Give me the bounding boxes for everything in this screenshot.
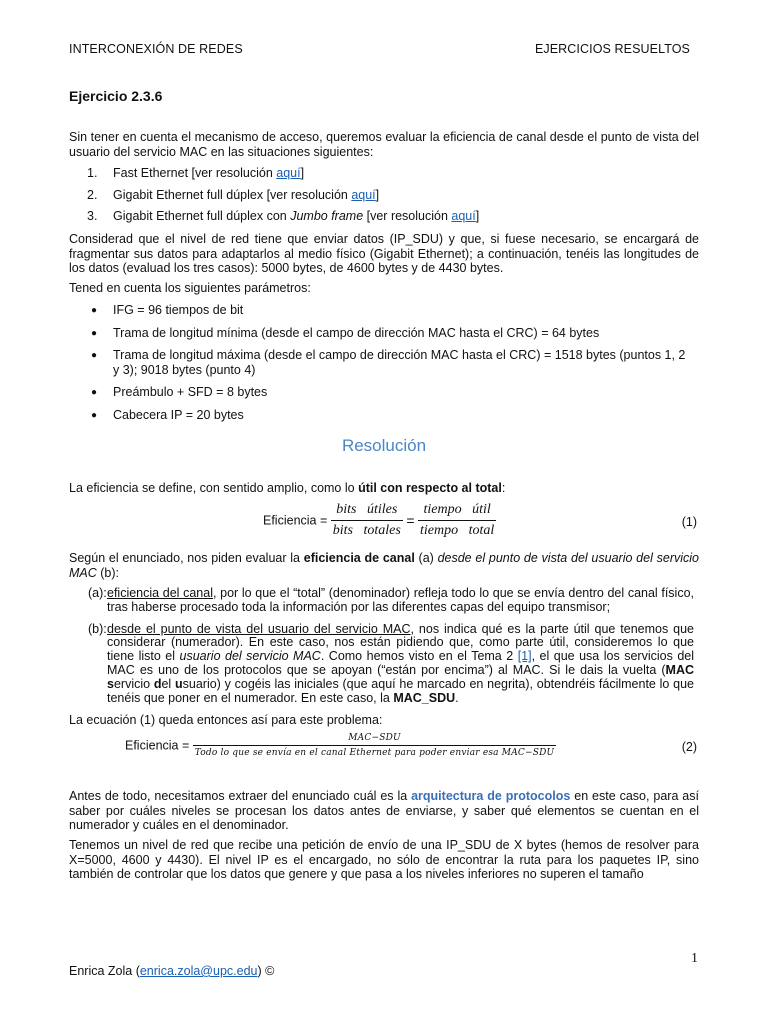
sub-b-bold: d <box>153 676 162 691</box>
footer-tail: ) © <box>257 964 275 978</box>
list-item <box>69 385 709 400</box>
ecuacion-paragraph: La ecuación (1) queda entonces así para este problema: <box>69 713 383 727</box>
page-number: 1 <box>691 951 698 966</box>
equation-2 <box>69 733 699 763</box>
eq1-number: (1) <box>681 515 697 529</box>
bullet-icon: ● <box>91 305 98 316</box>
definition-tail: : <box>501 481 506 495</box>
sub-b-text: suario) y cogéis las iniciales (que aquí he marcado en negrita), obtendréis fácilmente lo que tenéis que poner en el numerador. En este caso, la <box>107 676 694 705</box>
list-item <box>69 188 709 203</box>
param-text: Trama de longitud mínima (desde el campo de dirección MAC hasta el CRC) = 64 bytes <box>113 325 600 340</box>
eq1-label: Eficiencia = <box>263 513 328 528</box>
considerad-paragraph: Considerad que el nivel de red tiene que enviar datos (IP_SDU) y que, si fuese necesario, se encargará de fragmentar sus datos para adaptarlos al medio físico (Gigabit Ethernet); a continuación, tenéis las longitudes de los datos (evaluad los tres casos): 5000 bytes, de 4600 bytes y de 4430 bytes. <box>69 232 699 275</box>
exercise-title: Ejercicio 2.3.6 <box>69 88 163 104</box>
bullet-icon: ● <box>91 327 98 339</box>
param-text: IFG = 96 tiempos de bit <box>113 303 244 317</box>
sub-b-italic: usuario del servicio MAC <box>179 649 321 664</box>
segun-tail: (b): <box>96 565 120 580</box>
sub-b-underline: desde el punto de vista del usuario del servicio MAC <box>107 621 411 636</box>
sub-b-text: ervicio <box>113 676 154 691</box>
sub-b-bold: MAC_SDU <box>393 690 456 705</box>
footer <box>69 964 274 978</box>
list-item <box>69 348 709 377</box>
tened-paragraph: Tened en cuenta los siguientes parámetros: <box>69 281 311 295</box>
antes-paragraph <box>69 789 699 833</box>
list-number: 3. <box>87 209 98 223</box>
list-text-2: [ver resolución <box>363 209 452 223</box>
resolution-link-3[interactable]: aquí <box>451 209 476 223</box>
param-text: Cabecera IP = 20 bytes <box>113 407 244 422</box>
list-number: 2. <box>87 187 98 202</box>
list-item <box>69 166 709 181</box>
list-item <box>88 587 694 615</box>
segun-mid: (a) <box>414 551 438 565</box>
eq2-numerator: MAC−SDU <box>193 733 557 746</box>
sub-b-text: , el que usa los servicios del MAC es uno de los protocolos que se apoyan (“están por encima”) al MAC. Si le dais la vuelta ( <box>107 649 695 677</box>
antes-tail: en este caso, para así saber por cuáles niveles se procesan los datos antes de enviarse, y saber qué elementos se cuentan en el numerador y cuáles en el denominador. <box>69 789 699 832</box>
list-text: Gigabit Ethernet full dúplex [ver resolución <box>113 187 352 202</box>
antes-highlight: arquitectura de protocolos <box>411 789 571 803</box>
definition-text: La eficiencia se define, con sentido amplio, como lo <box>69 481 359 495</box>
reference-link[interactable]: [1] <box>517 649 532 664</box>
segun-text: Según el enunciado, nos piden evaluar la <box>69 551 304 565</box>
sub-b-text: . Como hemos visto en el Tema 2 <box>320 649 518 664</box>
eq2-label: Eficiencia = <box>125 738 190 753</box>
list-text-italic: Jumbo frame <box>290 209 364 223</box>
list-item <box>88 623 694 706</box>
list-number: 1. <box>87 166 98 180</box>
equation-1 <box>69 502 699 542</box>
intro-paragraph: Sin tener en cuenta el mecanismo de acceso, queremos evaluar la eficiencia de canal desde el punto de vista del usuario del servicio MAC en las situaciones siguientes: <box>69 130 699 159</box>
sub-b-bold: MAC <box>665 662 694 677</box>
param-text: Preámbulo + SFD = 8 bytes <box>113 385 268 399</box>
list-text-tail: ] <box>300 166 305 180</box>
param-text: Trama de longitud máxima (desde el campo de dirección MAC hasta el CRC) = 1518 bytes (puntos 1, 2 y 3); 9018 bytes (punto 4) <box>113 348 686 377</box>
list-item <box>69 209 709 224</box>
footer-email-link[interactable]: enrica.zola@upc.edu <box>139 964 258 978</box>
eq2-number: (2) <box>681 740 697 754</box>
segun-italic: desde el punto de vista del usuario del servicio MAC <box>69 551 699 580</box>
eq1-numerator-1: bits útiles <box>331 502 403 521</box>
resolucion-heading: Resolución <box>341 436 427 455</box>
list-item <box>69 408 709 423</box>
list-text: Gigabit Ethernet full dúplex con <box>113 209 291 223</box>
sub-b-bold: u <box>174 676 183 691</box>
sub-b-bold: s <box>107 676 114 691</box>
eq1-equals: = <box>406 512 415 529</box>
header-left: INTERCONEXIÓN DE REDES <box>69 42 243 56</box>
eq2-fraction <box>193 733 557 758</box>
bullet-icon: ● <box>91 409 98 421</box>
segun-paragraph <box>69 551 699 580</box>
sub-b-text: . <box>455 690 459 705</box>
sub-a-underline: eficiencia del canal <box>107 586 213 600</box>
parameter-list <box>69 303 709 422</box>
tenemos-paragraph: Tenemos un nivel de red que recibe una petición de envío de una IP_SDU de X bytes (hemos de resolver para X=5000, 4600 y 4430). El nivel IP es el encargado, no sólo de encontrar la ruta para los paquetes IP, sino también de controlar que los datos que genere y que pasa a los niveles inferiores no superen el tamaño <box>69 838 699 881</box>
sub-a-text: , por lo que el “total” (denominador) refleja todo lo que se envía dentro del canal físico, tras haberse procesado toda la información por las diferentes capas del equipo transmisor; <box>107 586 695 614</box>
sub-b-text: , nos indica qué es la parte útil que tenemos que considerar (numerador). En este caso, nos están pidiendo que, como parte útil, consideremos lo que tiene listo el <box>107 621 694 664</box>
sub-list <box>88 587 694 705</box>
eq1-denominator-2: tiempo total <box>419 523 495 538</box>
list-text-tail: ] <box>375 187 380 202</box>
footer-name: Enrica Zola ( <box>69 964 140 978</box>
eq2-denominator: Todo lo que se envía en el canal Ethernet para poder enviar esa MAC−SDU <box>194 748 555 758</box>
eq1-fraction-time <box>418 502 496 539</box>
sub-b-text: el <box>161 676 175 691</box>
numbered-list <box>69 166 709 224</box>
bullet-icon: ● <box>91 387 98 398</box>
sub-label: (b): <box>88 621 107 636</box>
bullet-icon: ● <box>91 350 98 361</box>
eq1-denominator-1: bits totales <box>332 523 401 538</box>
antes-text: Antes de todo, necesitamos extraer del enunciado cuál es la <box>69 789 412 803</box>
eq1-fraction-bits <box>331 502 403 539</box>
header-right: EJERCICIOS RESUELTOS <box>534 42 690 56</box>
list-item <box>69 326 709 341</box>
definition-bold: útil con respecto al total <box>358 481 502 495</box>
eq1-numerator-2: tiempo útil <box>418 502 496 521</box>
list-item <box>69 303 709 318</box>
resolution-link-2[interactable]: aquí <box>351 187 376 202</box>
list-text: Fast Ethernet [ver resolución <box>113 166 277 180</box>
resolution-link-1[interactable]: aquí <box>276 166 301 180</box>
sub-label: (a): <box>88 586 107 600</box>
list-text-tail: ] <box>475 209 480 223</box>
segun-bold: eficiencia de canal <box>303 551 415 565</box>
definition-paragraph <box>69 481 699 496</box>
